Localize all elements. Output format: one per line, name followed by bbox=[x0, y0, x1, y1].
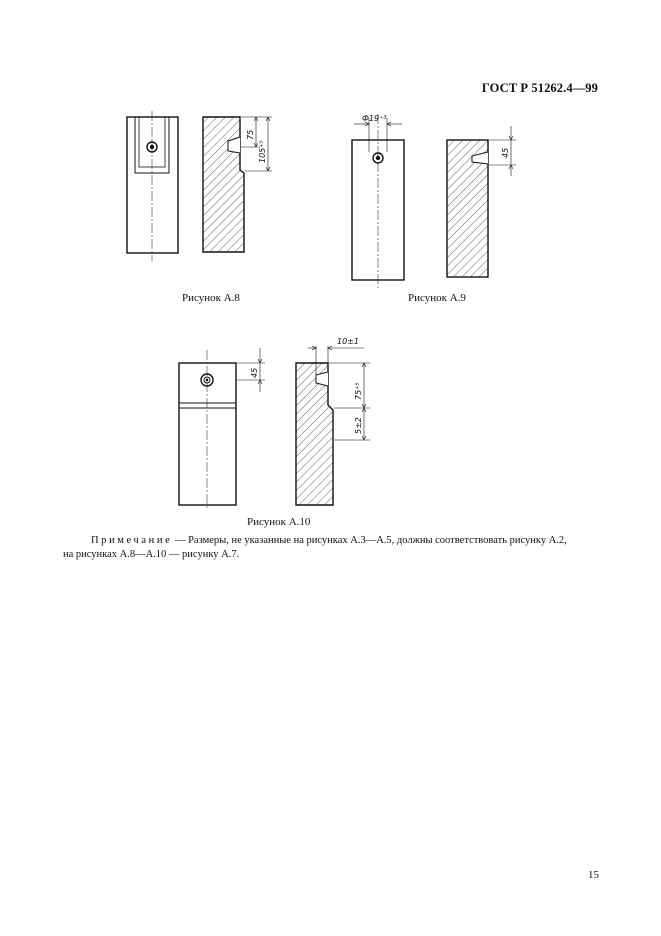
figure-a10-front-dim-45: 45 bbox=[250, 367, 259, 378]
page-number: 15 bbox=[588, 869, 599, 881]
figure-a8-dim-105: 105⁺⁵ bbox=[258, 140, 267, 163]
figure-a10-drawing bbox=[170, 328, 390, 513]
figure-a10-dim-10: 10±1 bbox=[337, 337, 359, 346]
figure-a9-drawing bbox=[340, 110, 530, 290]
figure-a8-drawing bbox=[110, 105, 290, 265]
figure-a9-dim-diameter: Ф19⁺³ bbox=[362, 114, 387, 123]
figure-a10-dim-75: 75⁺⁵ bbox=[354, 382, 363, 400]
figure-a9-caption: Рисунок А.9 bbox=[408, 292, 466, 304]
note-label: Примечание bbox=[91, 535, 173, 546]
figure-a10-caption: Рисунок А.10 bbox=[247, 516, 311, 528]
note-text-continued: на рисунках А.8—А.10 — рисунку А.7. bbox=[63, 549, 240, 560]
note-text: — Размеры, не указанные на рисунках А.3—А.5, должны соответствовать рисунку А.2, bbox=[172, 535, 567, 546]
note-paragraph bbox=[63, 534, 603, 562]
standard-code-header: ГОСТ Р 51262.4—99 bbox=[481, 81, 598, 95]
figure-a9-dim-45: 45 bbox=[501, 147, 510, 158]
figure-a8-caption: Рисунок А.8 bbox=[182, 292, 240, 304]
figure-a8-dim-75: 75 bbox=[246, 129, 255, 140]
figure-a10-dim-5: 5±2 bbox=[354, 417, 363, 434]
